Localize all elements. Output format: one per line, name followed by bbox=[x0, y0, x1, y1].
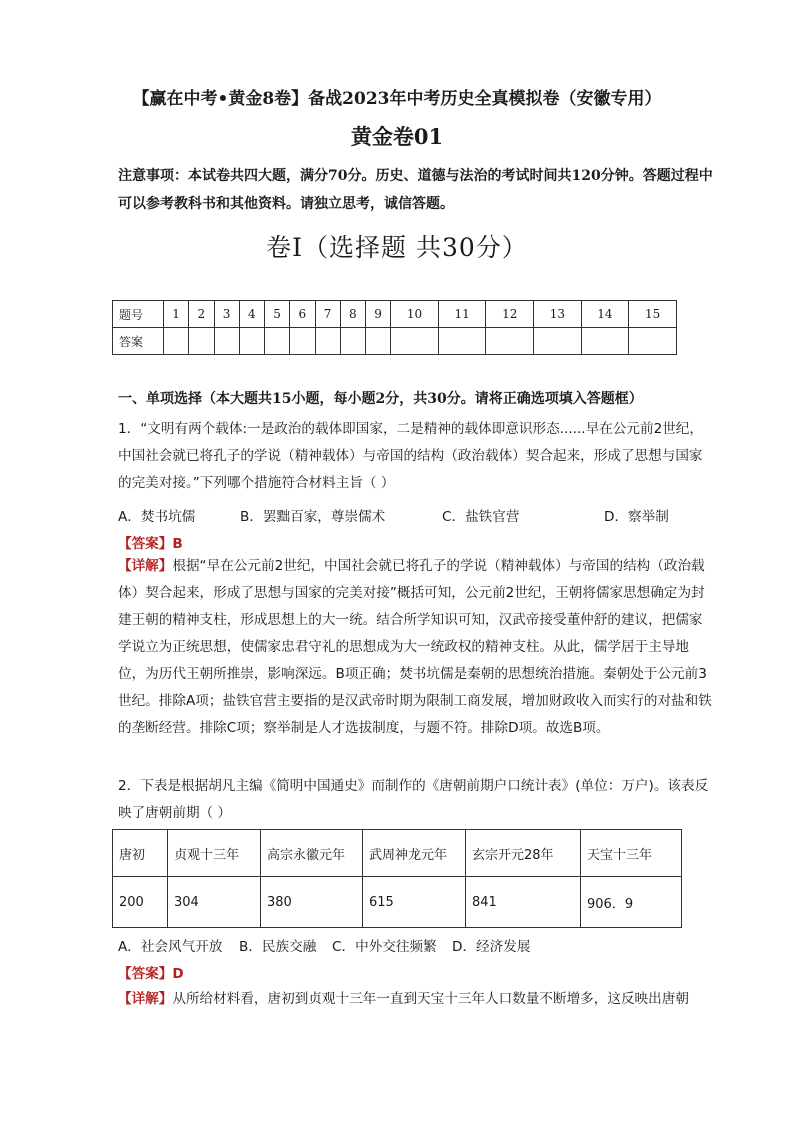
answer-grid-number: 11 bbox=[438, 301, 486, 328]
answer-grid-number-row bbox=[113, 301, 677, 328]
population-table-header: 贞观十三年 bbox=[168, 830, 261, 877]
answer-grid-answer-label: 答案 bbox=[113, 328, 164, 355]
answer-value: B bbox=[172, 536, 183, 552]
detail-tag: 【详解】 bbox=[118, 558, 173, 574]
question-1-option-a: A．焚书坑儒 bbox=[118, 509, 196, 525]
answer-grid-cell[interactable] bbox=[214, 328, 239, 355]
question-2-stem: 2．下表是根据胡凡主编《简明中国通史》而制作的《唐朝前期户口统计表》(单位：万户)。该表反映了唐朝前期（ ） bbox=[118, 778, 709, 821]
detail-tag: 【详解】 bbox=[118, 991, 173, 1007]
answer-grid-cell[interactable] bbox=[486, 328, 534, 355]
section-heading: 一、单项选择（本大题共15小题，每小题2分，共30分。请将正确选项填入答题框） bbox=[118, 391, 643, 407]
question-2-option-c: C．中外交往频繁 bbox=[332, 939, 437, 955]
answer-grid-number: 8 bbox=[340, 301, 365, 328]
question-2-detail bbox=[118, 986, 714, 1013]
question-1-option-d: D．察举制 bbox=[604, 509, 669, 525]
answer-tag: 【答案】 bbox=[118, 536, 173, 552]
population-table-value: 615 bbox=[363, 877, 466, 928]
answer-grid-number: 15 bbox=[629, 301, 677, 328]
question-2-answer bbox=[118, 962, 184, 982]
answer-grid-cell[interactable] bbox=[265, 328, 290, 355]
detail-text: 从所给材料看，唐初到贞观十三年一直到天宝十三年人口数量不断增多，这反映出唐朝 bbox=[172, 991, 689, 1007]
paper-title: 【赢在中考•黄金8卷】备战2023年中考历史全真模拟卷（安徽专用） bbox=[132, 89, 662, 109]
answer-grid-number: 1 bbox=[164, 301, 189, 328]
population-table-header: 玄宗开元28年 bbox=[466, 830, 581, 877]
answer-grid-cell[interactable] bbox=[340, 328, 365, 355]
population-table-value: 841 bbox=[466, 877, 581, 928]
answer-grid-cell[interactable] bbox=[581, 328, 629, 355]
population-table bbox=[112, 829, 682, 928]
answer-grid-number: 9 bbox=[366, 301, 391, 328]
answer-grid-table bbox=[112, 300, 677, 355]
question-1-answer bbox=[118, 532, 183, 552]
answer-grid-number: 12 bbox=[486, 301, 534, 328]
answer-grid-number: 6 bbox=[290, 301, 315, 328]
question-2-option-a: A．社会风气开放 bbox=[118, 939, 223, 955]
population-table-header: 高宗永徽元年 bbox=[261, 830, 363, 877]
answer-tag: 【答案】 bbox=[118, 966, 173, 982]
answer-grid-answer-row bbox=[113, 328, 677, 355]
population-table-header: 天宝十三年 bbox=[581, 830, 682, 877]
population-table-value: 200 bbox=[113, 877, 168, 928]
population-table-header: 唐初 bbox=[113, 830, 168, 877]
population-table-value: 906．9 bbox=[581, 877, 682, 928]
answer-grid-number: 7 bbox=[315, 301, 340, 328]
population-table-header: 武周神龙元年 bbox=[363, 830, 466, 877]
answer-grid-number: 5 bbox=[265, 301, 290, 328]
answer-grid-cell[interactable] bbox=[189, 328, 214, 355]
answer-grid-cell[interactable] bbox=[290, 328, 315, 355]
question-1-detail bbox=[118, 553, 714, 742]
answer-value: D bbox=[172, 966, 184, 982]
answer-grid-number: 3 bbox=[214, 301, 239, 328]
answer-grid-number: 4 bbox=[239, 301, 264, 328]
question-1-option-b: B．罢黜百家，尊崇儒术 bbox=[240, 509, 386, 525]
answer-grid-cell[interactable] bbox=[534, 328, 582, 355]
answer-grid-cell[interactable] bbox=[391, 328, 439, 355]
notice-text: 注意事项：本试卷共四大题，满分70分。历史、道德与法治的考试时间共120分钟。答题过程中可以参考教科书和其他资料。请独立思考，诚信答题。 bbox=[118, 168, 713, 212]
answer-grid-cell[interactable] bbox=[239, 328, 264, 355]
answer-grid-number: 2 bbox=[189, 301, 214, 328]
population-table-value: 380 bbox=[261, 877, 363, 928]
answer-grid-cell[interactable] bbox=[315, 328, 340, 355]
answer-grid-number: 13 bbox=[534, 301, 582, 328]
paper-subtitle: 黄金卷01 bbox=[350, 124, 444, 149]
population-table-header-row bbox=[113, 830, 682, 877]
question-1-stem: 1．“文明有两个载体:一是政治的载体即国家，二是精神的载体即意识形态......早在公元前2世纪，中国社会就已将孔子的学说（精神载体）与帝国的结构（政治载体）契合起来，形成了思想与国家的完美对接。”下列哪个措施符合材料主旨（ ） bbox=[118, 421, 703, 491]
question-2-option-d: D．经济发展 bbox=[452, 939, 531, 955]
answer-grid-number-label: 题号 bbox=[113, 301, 164, 328]
population-table-value-row bbox=[113, 877, 682, 928]
population-table-value: 304 bbox=[168, 877, 261, 928]
part-title: 卷Ⅰ（选择题 共30分） bbox=[266, 233, 528, 262]
question-1-option-c: C．盐铁官营 bbox=[442, 509, 520, 525]
answer-grid-cell[interactable] bbox=[629, 328, 677, 355]
answer-grid-number: 10 bbox=[391, 301, 439, 328]
answer-grid-cell[interactable] bbox=[438, 328, 486, 355]
question-2-option-b: B．民族交融 bbox=[239, 939, 317, 955]
answer-grid-cell[interactable] bbox=[366, 328, 391, 355]
detail-text: 根据“早在公元前2世纪，中国社会就已将孔子的学说（精神载体）与帝国的结构（政治载体）契合起来，形成了思想与国家的完美对接”概括可知，公元前2世纪，王朝将儒家思想确定为封建王朝的精神支柱，形成思想上的大一统。结合所学知识可知，汉武帝接受董仲舒的建议，把儒家学说立为正统思想，使儒家忠君守礼的思想成为大一统政权的精神支柱。从此，儒学居于主导地位，为历代王朝所推崇，影响深远。B项正确；焚书坑儒是秦朝的思想统治措施。秦朝处于公元前3世纪。排除A项；盐铁官营主要指的是汉武帝时期为限制工商发展，增加财政收入而实行的对盐和铁的垄断经营。排除C项；察举制是人才选拔制度，与题不符。排除D项。故选B项。 bbox=[118, 558, 712, 736]
answer-grid-number: 14 bbox=[581, 301, 629, 328]
answer-grid-cell[interactable] bbox=[164, 328, 189, 355]
